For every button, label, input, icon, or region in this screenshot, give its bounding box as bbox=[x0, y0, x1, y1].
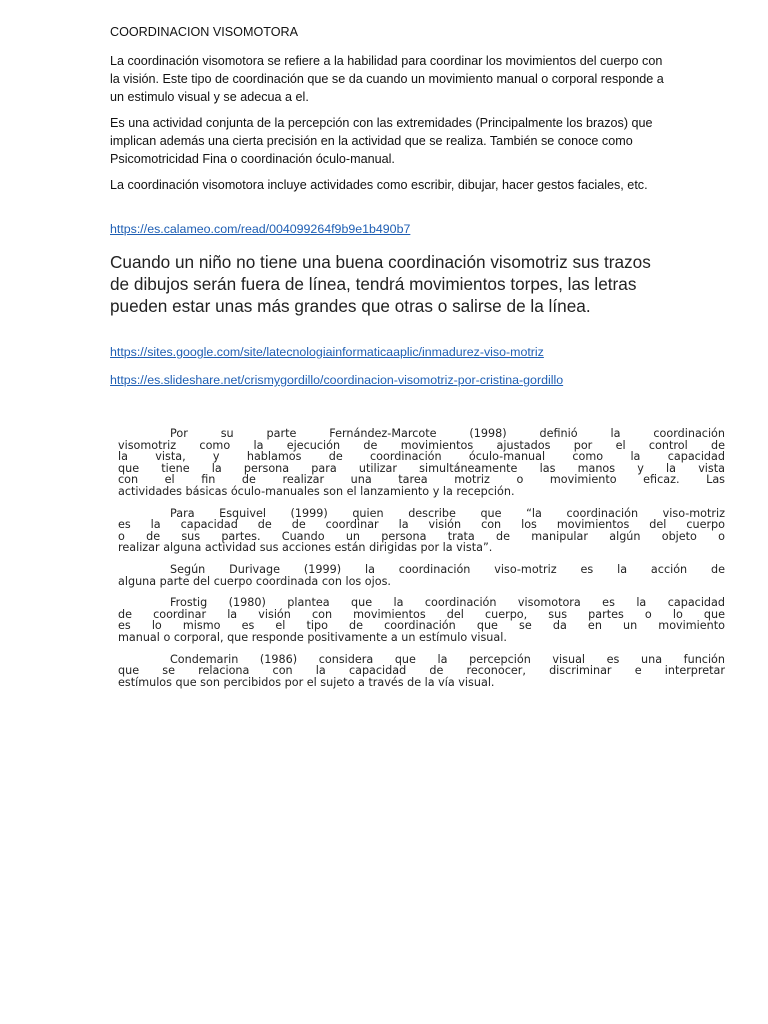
scanned-line: Condemarin (1986) considera que la percepción visual es una función bbox=[170, 652, 725, 666]
scanned-paragraph bbox=[118, 597, 725, 643]
scanned-line: actividades básicas óculo-manuales son el lanzamiento y la recepción. bbox=[118, 484, 515, 498]
scanned-line: es la capacidad de de coordinar la visión con los movimientos del cuerpo bbox=[118, 518, 725, 532]
scanned-line: que se relaciona con la capacidad de reconocer, discriminar e interpretar bbox=[118, 664, 725, 678]
slideshare-link[interactable]: https://es.slideshare.net/crismygordillo/coordinacion-visomotriz-por-cristina-gordillo bbox=[110, 373, 564, 387]
paragraph: Es una actividad conjunta de la percepción con las extremidades (Principalmente los brazos) que implican además una cierta precisión en la actividad que se realiza. También se conoce como Psicomotricidad Fina o coordinación óculo-manual. bbox=[110, 116, 653, 166]
scanned-line: la vista, y hablamos de coordinación óculo-manual como la capacidad bbox=[118, 450, 725, 464]
scanned-line: alguna parte del cuerpo coordinada con los ojos. bbox=[118, 574, 391, 588]
paragraph: La coordinación visomotora se refiere a la habilidad para coordinar los movimientos del cuerpo con la visión. Este tipo de coordinación que se da cuando un movimiento manual o corporal responde a un estimulo visual y se adecua a el. bbox=[110, 54, 664, 104]
scanned-line: realizar alguna actividad sus acciones están dirigidas por la vista”. bbox=[118, 541, 493, 555]
scanned-line: visomotriz como la ejecución de movimientos ajustados por el control de bbox=[118, 438, 725, 452]
scanned-paragraph bbox=[118, 428, 725, 498]
calameo-link[interactable]: https://es.calameo.com/read/004099264f9b9e1b490b7 bbox=[110, 222, 411, 236]
scanned-line: que tiene la persona para utilizar simultáneamente las manos y la vista bbox=[118, 461, 725, 475]
scanned-line: o de sus partes. Cuando un persona trata de manipular algún objeto o bbox=[118, 529, 725, 543]
scanned-line: con el fin de realizar una tarea motriz o movimiento eficaz. Las bbox=[118, 473, 725, 487]
scanned-line: Según Durivage (1999) la coordinación viso-motriz es la acción de bbox=[170, 562, 725, 576]
scanned-paragraph bbox=[118, 508, 725, 554]
google-sites-link[interactable]: https://sites.google.com/site/latecnologiainformaticaaplic/inmadurez-viso-motriz bbox=[110, 345, 544, 359]
scanned-line: manual o corporal, que responde positivamente a un estímulo visual. bbox=[118, 630, 507, 644]
scanned-text-image bbox=[118, 428, 725, 698]
document-title: COORDINACION VISOMOTORA bbox=[110, 25, 298, 39]
scanned-line: estímulos que son percibidos por el sujeto a través de la vía visual. bbox=[118, 675, 495, 689]
scanned-line: es lo mismo es el tipo de coordinación que se da en un movimiento bbox=[118, 619, 725, 633]
highlight-paragraph: Cuando un niño no tiene una buena coordinación visomotriz sus trazos de dibujos serán fuera de línea, tendrá movimientos torpes, las letras pueden estar unas más grandes que otras o salirse de la línea. bbox=[110, 252, 651, 316]
scanned-paragraph bbox=[118, 654, 725, 689]
scanned-paragraph bbox=[118, 564, 725, 587]
paragraph: La coordinación visomotora incluye actividades como escribir, dibujar, hacer gestos faciales, etc. bbox=[110, 178, 648, 192]
scanned-line: Frostig (1980) plantea que la coordinación visomotora es la capacidad bbox=[170, 596, 725, 610]
scanned-line: Por su parte Fernández-Marcote (1998) definió la coordinación bbox=[170, 427, 725, 440]
scanned-line: Para Esquivel (1999) quien describe que “la coordinación viso-motriz bbox=[170, 506, 725, 520]
scanned-line: de coordinar la visión con movimientos del cuerpo, sus partes o lo que bbox=[118, 607, 725, 621]
intro-text bbox=[110, 52, 670, 202]
